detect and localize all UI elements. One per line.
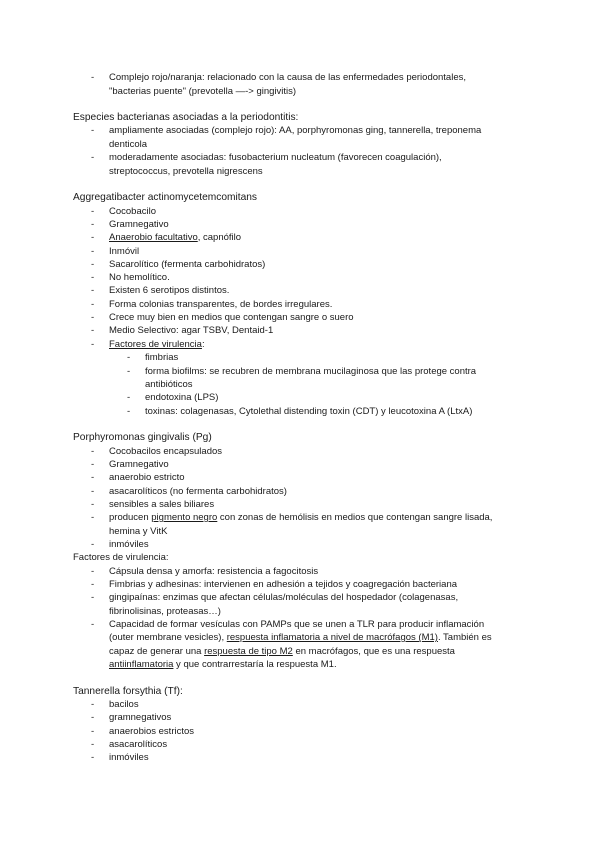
aa-item: No hemolítico. [109, 272, 170, 283]
pg-factor-capsula: Cápsula densa y amorfa: resistencia a fagocitosis [109, 566, 319, 577]
bullet-dash: - [91, 259, 95, 270]
pg-factor-gingipainas-1: gingipaínas: enzimas que afectan células/moléculas del hospedador (colagenasas, [109, 592, 459, 603]
bullet-dash: - [91, 726, 95, 737]
pigmento-post: con zonas de hemólisis en medios que contengan sangre lisada, [217, 512, 493, 523]
bullet-dash: - [91, 579, 95, 590]
bullet-dash: - [91, 539, 95, 550]
bullet-dash: - [91, 272, 95, 283]
bullet-dash: - [91, 592, 95, 603]
bullet-dash: - [91, 299, 95, 310]
complejo-rojo-line-1: Complejo rojo/naranja: relacionado con la causa de las enfermedades periodontales, [109, 72, 467, 83]
vesiculas-4-post: y que contrarrestaría la respuesta M1. [173, 659, 337, 670]
ampliamente-line-1: ampliamente asociadas (complejo rojo): AA, porphyromonas ging, tannerella, treponema [109, 125, 482, 136]
moderadamente-line-2: streptococcus, prevotella nigrescens [109, 166, 263, 177]
aa-sub-fimbrias: fimbrias [145, 352, 179, 363]
vesiculas-3-pre: capaz de generar una [109, 646, 205, 657]
bullet-dash: - [91, 446, 95, 457]
respuesta-m1-underlined: respuesta inflamatoria a nivel de macrófagos (M1) [226, 632, 438, 643]
vesiculas-2-post: . También es [437, 632, 492, 643]
tf-item: asacarolíticos [109, 739, 168, 750]
bullet-dash: - [91, 566, 95, 577]
bullet-dash: - [91, 312, 95, 323]
aa-item: Cocobacilo [109, 206, 156, 217]
pg-item-inmoviles: inmóviles [109, 539, 149, 550]
antiinflamatoria-underlined: antiinflamatoria [109, 659, 174, 670]
bullet-dash: - [91, 472, 95, 483]
aa-item: Medio Selectivo: agar TSBV, Dentaid-1 [109, 325, 274, 336]
aa-item: Existen 6 serotipos distintos. [109, 285, 230, 296]
bullet-dash: - [91, 499, 95, 510]
factores-underlined: Factores de virulencia [109, 339, 202, 350]
bullet-dash: - [127, 406, 131, 417]
complejo-rojo-line-2: "bacterias puente" (prevotella —-> gingivitis) [109, 86, 297, 97]
pg-item: asacarolíticos (no fermenta carbohidratos) [109, 486, 287, 497]
pg-item: sensibles a sales biliares [109, 499, 215, 510]
respuesta-m2-underlined: respuesta de tipo M2 [204, 646, 293, 657]
bullet-dash: - [91, 752, 95, 763]
bullet-dash: - [91, 739, 95, 750]
pg-pigmento-line-1 [109, 512, 492, 524]
vesiculas-2-pre: (outer membrane vesicles), [109, 632, 227, 643]
pigmento-pre: producen [109, 512, 152, 523]
aa-sub-endotoxina: endotoxina (LPS) [145, 392, 219, 403]
bullet-dash: - [91, 699, 95, 710]
pg-factores-heading: Factores de virulencia: [73, 552, 169, 563]
aa-item: Forma colonias transparentes, de bordes irregulares. [109, 299, 333, 310]
aa-item: Crece muy bien en medios que contengan sangre o suero [109, 312, 354, 323]
pg-item: anaerobio estricto [109, 472, 185, 483]
pg-pigmento-line-2: hemina y VitK [109, 526, 168, 537]
tf-item: gramnegativos [109, 712, 172, 723]
bullet-dash: - [91, 712, 95, 723]
factores-colon: : [201, 339, 205, 350]
bullet-dash: - [91, 152, 95, 163]
aa-heading: Aggregatibacter actinomycetemcomitans [73, 192, 258, 203]
bullet-dash: - [91, 339, 95, 350]
pg-factor-vesiculas-3 [109, 646, 455, 658]
pg-factor-vesiculas-4 [109, 659, 337, 671]
bullet-dash: - [91, 72, 95, 83]
aa-item: Inmóvil [109, 246, 140, 257]
pg-factor-vesiculas-1: Capacidad de formar vesículas con PAMPs que se unen a TLR para producir inflamación [109, 619, 485, 630]
pg-factor-gingipainas-2: fibrinolisinas, proteasas…) [109, 606, 221, 617]
especies-heading: Especies bacterianas asociadas a la periodontitis: [73, 112, 299, 123]
moderadamente-line-1: moderadamente asociadas: fusobacterium nucleatum (favorecen coagulación), [109, 152, 442, 163]
bullet-dash: - [91, 459, 95, 470]
bullet-dash: - [91, 619, 95, 630]
bullet-dash: - [91, 206, 95, 217]
tf-heading: Tannerella forsythia (Tf): [73, 686, 183, 697]
anaerobio-underlined: Anaerobio facultativo [109, 232, 198, 243]
aa-sub-biofilm-2: antibióticos [145, 379, 193, 390]
bullet-dash: - [91, 219, 95, 230]
bullet-dash: - [91, 486, 95, 497]
bullet-dash: - [127, 392, 131, 403]
aa-item: Gramnegativo [109, 219, 169, 230]
bullet-dash: - [91, 125, 95, 136]
aa-item: Sacarolítico (fermenta carbohidratos) [109, 259, 266, 270]
tf-item: bacilos [109, 699, 139, 710]
pg-heading: Porphyromonas gingivalis (Pg) [73, 432, 212, 443]
bullet-dash: - [91, 246, 95, 257]
bullet-dash: - [91, 325, 95, 336]
bullet-dash: - [127, 366, 131, 377]
bullet-dash: - [91, 512, 95, 523]
vesiculas-3-post: en macrófagos, que es una respuesta [292, 646, 455, 657]
tf-item: inmóviles [109, 752, 149, 763]
aa-sub-toxinas: toxinas: colagenasas, Cytolethal distending toxin (CDT) y leucotoxina A (LtxA) [145, 406, 473, 417]
bullet-dash: - [127, 352, 131, 363]
aa-factores-item [109, 339, 205, 351]
aa-anaerobio-item [109, 232, 241, 244]
bullet-dash: - [91, 285, 95, 296]
tf-item: anaerobios estrictos [109, 726, 195, 737]
pigmento-underlined: pigmento negro [151, 512, 218, 523]
aa-sub-biofilm-1: forma biofilms: se recubren de membrana mucilaginosa que las protege contra [145, 366, 477, 377]
anaerobio-rest: , capnófilo [197, 232, 242, 243]
pg-item: Cocobacilos encapsulados [109, 446, 223, 457]
pg-factor-fimbrias: Fimbrias y adhesinas: intervienen en adhesión a tejidos y coagregación bacteriana [109, 579, 458, 590]
bullet-dash: - [91, 232, 95, 243]
pg-item: Gramnegativo [109, 459, 169, 470]
pg-factor-vesiculas-2 [109, 632, 492, 644]
ampliamente-line-2: denticola [109, 139, 148, 150]
